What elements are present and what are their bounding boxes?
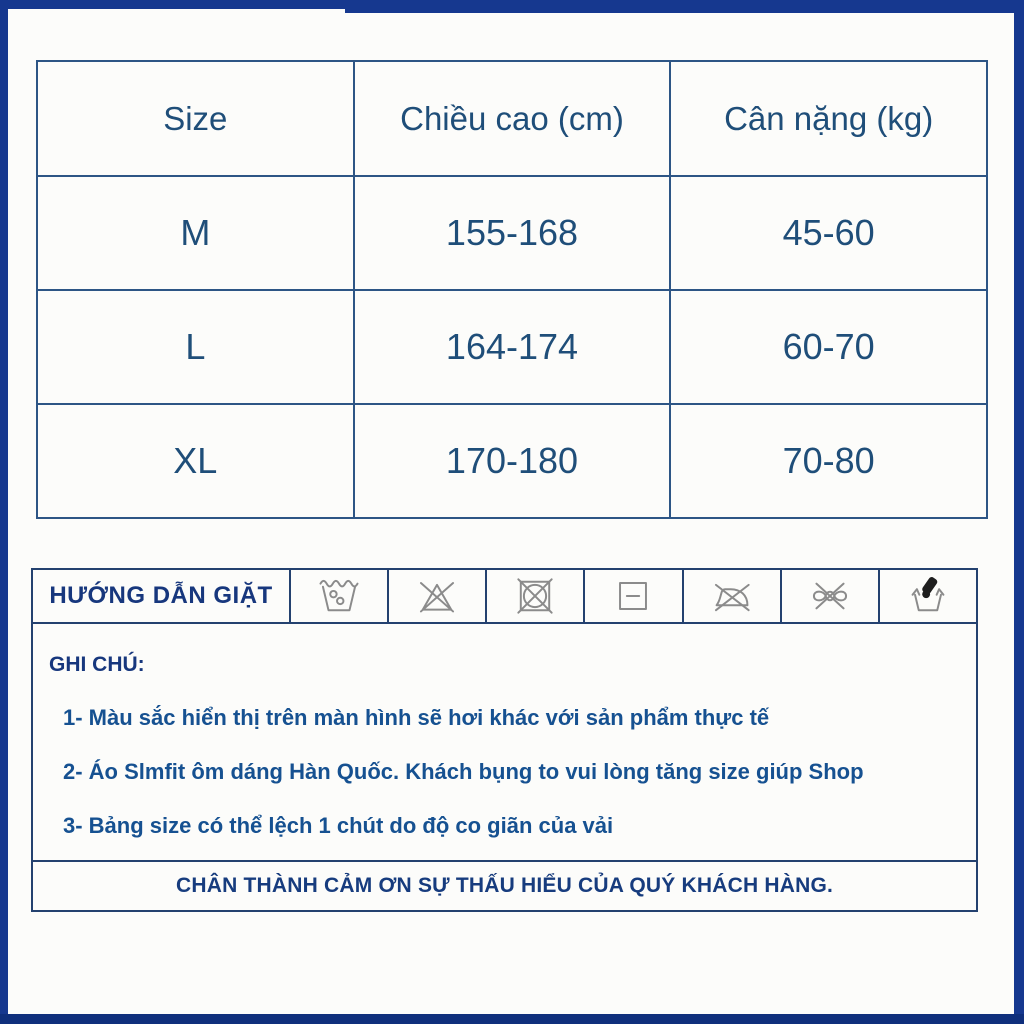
- size-table-header-row: [37, 61, 987, 176]
- dry-flat-icon: [585, 570, 683, 622]
- table-row-xl: [37, 404, 987, 518]
- table-row-m: [37, 176, 987, 290]
- col-header-weight: Cân nặng (kg): [670, 61, 987, 176]
- weight-cell: 70-80: [670, 404, 987, 518]
- size-cell: L: [37, 290, 354, 404]
- care-label: HƯỚNG DẪN GIẶT: [49, 582, 273, 609]
- note-item-3: 3- Bảng size có thể lệch 1 chút do độ co giãn của vải: [63, 813, 614, 838]
- machine-wash-gentle-icon: [291, 570, 389, 622]
- hand-wash-icon: [880, 570, 976, 622]
- col-header-height: Chiều cao (cm): [354, 61, 671, 176]
- height-cell: 170-180: [354, 404, 671, 518]
- size-cell: XL: [37, 404, 354, 518]
- height-cell: 164-174: [354, 290, 671, 404]
- do-not-iron-icon: [684, 570, 782, 622]
- notes-section: [33, 624, 976, 860]
- care-instructions-row: [33, 570, 976, 624]
- thank-you-footer: CHÂN THÀNH CẢM ƠN SỰ THẤU HIỂU CỦA QUÝ KHÁCH HÀNG.: [33, 860, 976, 910]
- frame-right-bar: [1014, 0, 1024, 1024]
- do-not-wring-icon: [782, 570, 880, 622]
- note-item-2: 2- Áo Slmfit ôm dáng Hàn Quốc. Khách bụng to vui lòng tăng size giúp Shop: [63, 759, 864, 784]
- height-cell: 155-168: [354, 176, 671, 290]
- frame-bottom-bar: [0, 1014, 1024, 1024]
- weight-cell: 60-70: [670, 290, 987, 404]
- do-not-tumble-dry-icon: [487, 570, 585, 622]
- care-and-notes-box: [31, 568, 978, 912]
- care-label-cell: [33, 570, 291, 622]
- col-header-size: Size: [37, 61, 354, 176]
- size-table: [36, 60, 988, 519]
- frame-left-bar: [0, 0, 8, 1024]
- do-not-bleach-icon: [389, 570, 487, 622]
- size-cell: M: [37, 176, 354, 290]
- note-item-1: 1- Màu sắc hiển thị trên màn hình sẽ hơi khác với sản phẩm thực tế: [63, 705, 770, 730]
- weight-cell: 45-60: [670, 176, 987, 290]
- notes-title: GHI CHÚ:: [49, 653, 145, 676]
- frame-top-bar-step: [345, 0, 1024, 13]
- table-row-l: [37, 290, 987, 404]
